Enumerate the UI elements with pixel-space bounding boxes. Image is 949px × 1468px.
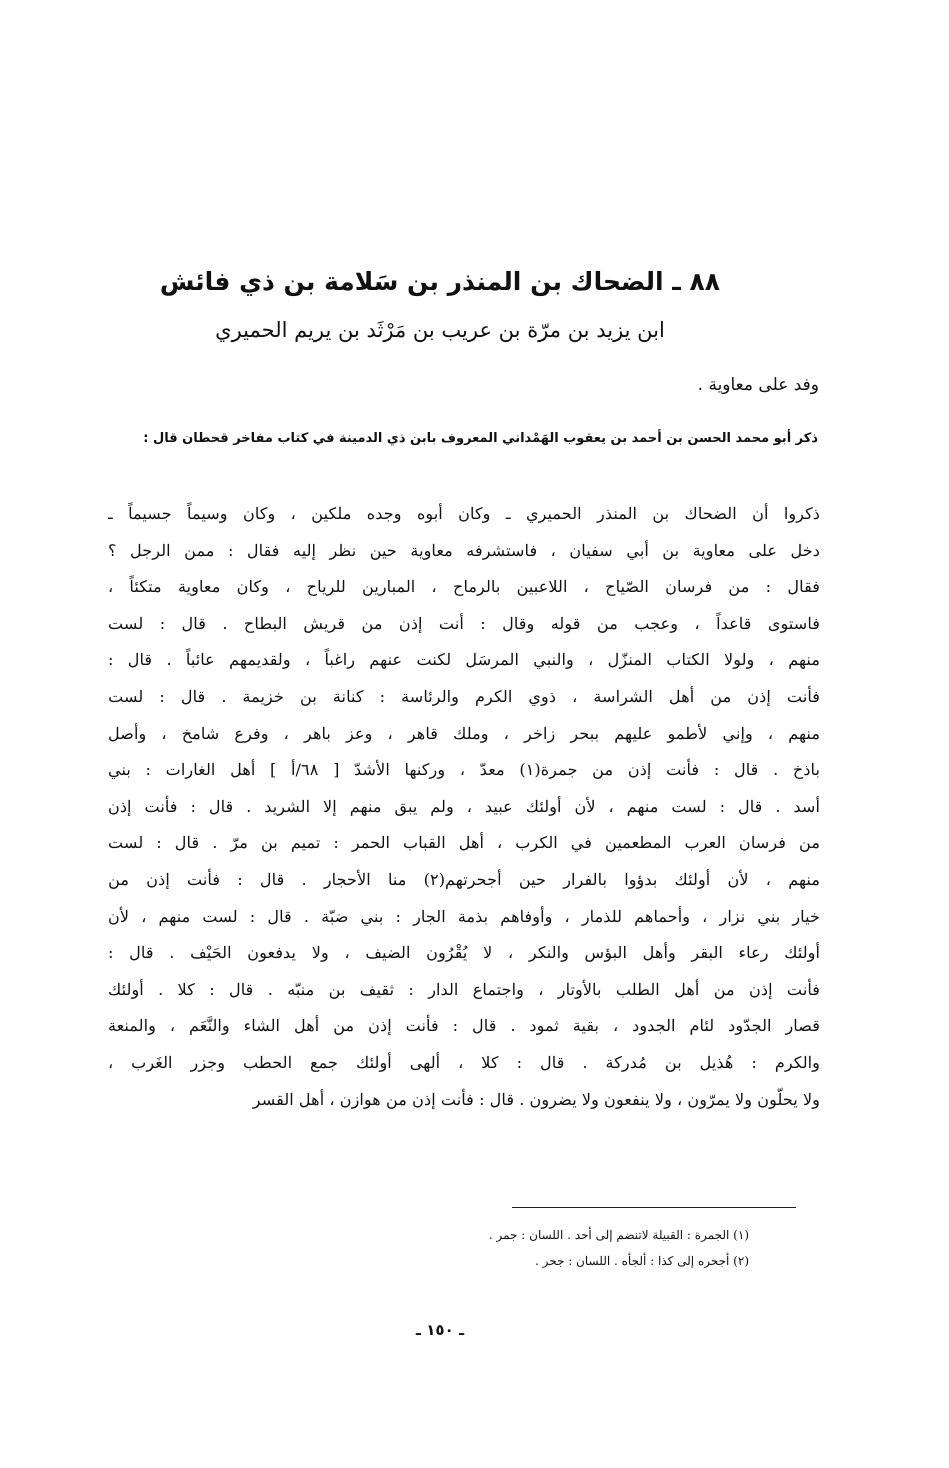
body-line: فأنت إذن من أهل الطلب بالأوتار ، واجتماع الدار : ثقيف بن منبّه . قال : كلا . أولئك — [108, 979, 820, 999]
body-line: منهم ، لأن أولئك بدؤوا بالفرار حين أجحرتهم(٢) منا الأحجار . قال : فأنت إذن من — [108, 869, 820, 889]
body-line: ذكروا أن الضحاك بن المنذر الحميري ـ وكان أبوه وجده ملكين ، وكان وسيماً جسيماً ـ — [108, 504, 820, 523]
page-title: ٨٨ ـ الضحاك بن المنذر بن سَلامة بن ذي فائش — [159, 267, 721, 296]
body-line: دخل على معاوية بن أبي سفيان ، فاستشرفه معاوية حين نظر إليه فقال : ممن الرجل ؟ — [108, 540, 820, 560]
source-note: ذكر أبو محمد الحسن بن أحمد بن يعقوب الهَمْداني المعروف بابن ذي الدمينة في كتاب مفاخر قحطان قال : — [143, 431, 818, 446]
footnote-divider — [512, 1207, 796, 1208]
body-line: قصار الجدّود لئام الجدود ، بقية ثمود . قال : فأنت إذن من أهل الشاء والنَّعَم ، والمنعة — [108, 1016, 820, 1036]
footnotes — [489, 1222, 749, 1274]
body-line: منهم ، ولولا الكتاب المنزّل ، والنبي المرسَل لكنت عنهم راغباً ، ولقديمهم عائباً . قال : — [108, 650, 820, 670]
body-line: ولا يحلّون ولا يمرّون ، ولا ينفعون ولا يضرون . قال : فأنت إذن من هوازن ، أهل القسر — [252, 1089, 820, 1109]
body-line: فاستوى قاعداً ، وعجب من قوله وقال : أنت إذن من قريش البطاح . قال : لست — [108, 613, 820, 633]
body-line: باذخ . قال : فأنت إذن من جمرة(١) معدّ ، وركنها الأشدّ [ ٦٨/أ ] أهل الغارات : بني — [108, 760, 820, 780]
body-line: والكرم : هُذيل بن مُدركة . قال : كلا ، ألهى أولئك جمع الحطب وجزر الغَرب ، — [108, 1052, 820, 1072]
page-number: ـ ١٥٠ ـ — [415, 1321, 465, 1339]
body-line: فأنت إذن من أهل الشراسة ، ذوي الكرم والرئاسة : كنانة بن خزيمة . قال : لست — [108, 686, 820, 706]
body-line: أولئك رعاء البقر وأهل البؤس والنكر ، لا يُقْرُون الضيف ، ولا يدفعون الحَيْف . قال : — [108, 943, 820, 963]
body-line: من فرسان العرب المطعمين في الكرب ، أهل القباب الحمر : تميم بن مرّ . قال : لست — [108, 833, 820, 853]
page-subtitle: ابن يزيد بن مرّة بن عريب بن مَرْثَد بن يريم الحميري — [215, 318, 665, 342]
body-line: خيار بني نزار ، وأحماهم للذمار ، وأوفاهم بذمة الجار : بني ضبّة . قال : لست منهم ، لأن — [108, 906, 820, 926]
intro-line: وفد على معاوية . — [697, 375, 819, 395]
footnote-1: (١) الجمرة : القبيلة لاتنضم إلى أحد . اللسان : جمر . — [488, 1228, 749, 1242]
footnote-2: (٢) أجحره إلى كذا : ألجأه . اللسان : جحر . — [534, 1254, 749, 1268]
body-line: فقال : من فرسان الصّياح ، اللاعبين بالرماح ، المبارين للرياح ، وكان معاوية متكئاً ، — [108, 577, 820, 597]
body-text — [108, 496, 820, 1118]
body-line: أسد . قال : لست منهم ، لأن أولئك عبيد ، ولم يبق منهم إلا الشريد . قال : فأنت إذن — [108, 796, 820, 816]
body-line: منهم ، وإني لأطمو عليهم ببحر زاخر ، وملك قاهر ، وعز باهر ، وفرع شامخ ، وأصل — [108, 723, 820, 743]
